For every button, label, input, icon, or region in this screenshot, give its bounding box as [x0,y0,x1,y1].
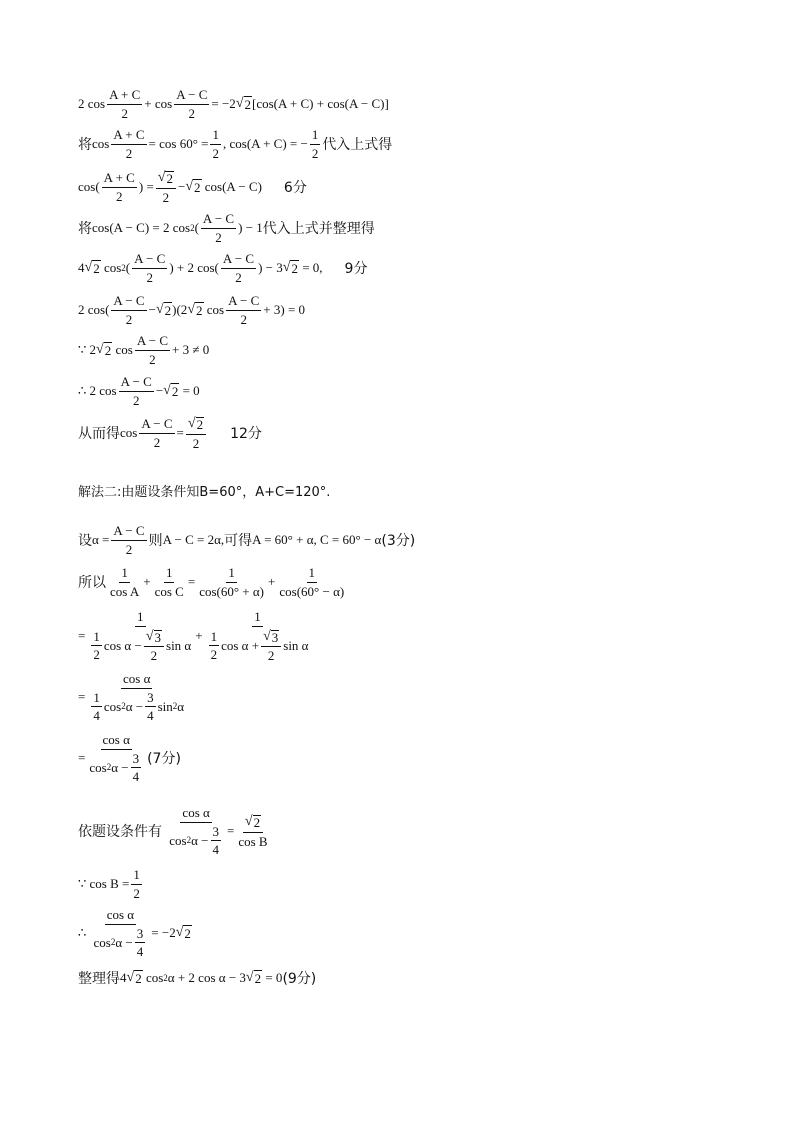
eq-line-16: 依题设条件有 cos α cos 2 α − $\frac{3}{4}$ = √ 2 cos B [78,805,268,858]
eq-line-7: ∵ 2 √ 2 cos $\frac{A - C}{2}$ + 3 ≠ 0 [78,333,210,367]
method-two-heading: 解法二:由题设条件知B=60°，A+C=120°. [78,485,331,500]
eq-line-13: = 1 $\frac{1}{2}$ cos α − √ 3 2 sin α + 1 $\frac{1}{2}$ cos α + √ 3 2 sin α [78,609,309,664]
eq-line-1: 2 cos $\frac{A + C}{2}$ + cos $\frac{A - C}{2}$ = −2 √ 2 [cos(A + C) + cos(A − C)] [78,87,389,121]
eq-line-9: 从而得 cos $\frac{A - C}{2}$ = √ 2 2 12分 [78,416,262,451]
eq-line-2: 将 cos $\frac{A + C}{2}$ = cos 60° = $\frac{1}{2}$ , cos(A + C) = − $\frac{1}{2}$ 代入上式得 [78,127,393,161]
eq-line-19: 整理得 4 √ 2 cos 2 α + 2 cos α − 3 √ 2 = 0 (9分) [78,969,317,987]
eq-line-12: 所以 $\frac{1}{\text{cos A}}$ + $\frac{1}{\text{cos C}}$ = $\frac{1}{\cos(60^\circ + \alpha)}$ + $\frac{1}{\cos(60^\circ - \alpha)}$ [78,565,345,599]
eq-line-15: = cos α cos 2 α − $\frac{3}{4}$ (7分) [78,732,181,785]
eq-line-14: = cos α $\frac{1}{4}$ cos 2 α − $\frac{3}{4}$ sin 2 α [78,671,185,724]
eq-line-8: ∴ 2 cos $\frac{A - C}{2}$ − √ 2 = 0 [78,374,200,408]
score-6: 6分 [283,180,307,197]
score-9b: (9分) [282,971,317,987]
score-3: (3分) [381,533,416,550]
score-7: (7分) [147,751,181,768]
eq-line-6: 2 cos( $\frac{A - C}{2}$ − √ 2 )(2 √ 2 cos $\frac{A - C}{2}$ + 3) = 0 [78,293,306,327]
score-9: 9分 [344,261,368,278]
eq-line-3: cos( $\frac{A + C}{2}$ ) = √ 2 2 − √ 2 cos(A − C) 6分 [78,170,307,205]
eq-line-4: 将 cos(A − C) = 2 cos 2 ( $\frac{A - C}{2}$ ) − 1 代入上式并整理得 [78,211,375,245]
score-12: 12分 [230,426,262,443]
eq-line-5: 4 √ 2 cos 2 ( $\frac{A - C}{2}$ ) + 2 cos( $\frac{A - C}{2}$ ) − 3 √ 2 = 0, 9分 [78,251,368,285]
eq-line-17: ∵ cos B = $\frac{1}{2}$ [78,867,140,901]
eq-line-11: 设 α = $\frac{A - C}{2}$ 则 A − C = 2α, 可得 A = 60° + α, C = 60° − α (3分) [78,523,416,557]
eq-line-18: ∴ cos α cos 2 α − $\frac{3}{4}$ = −2 √ 2 [78,907,191,960]
